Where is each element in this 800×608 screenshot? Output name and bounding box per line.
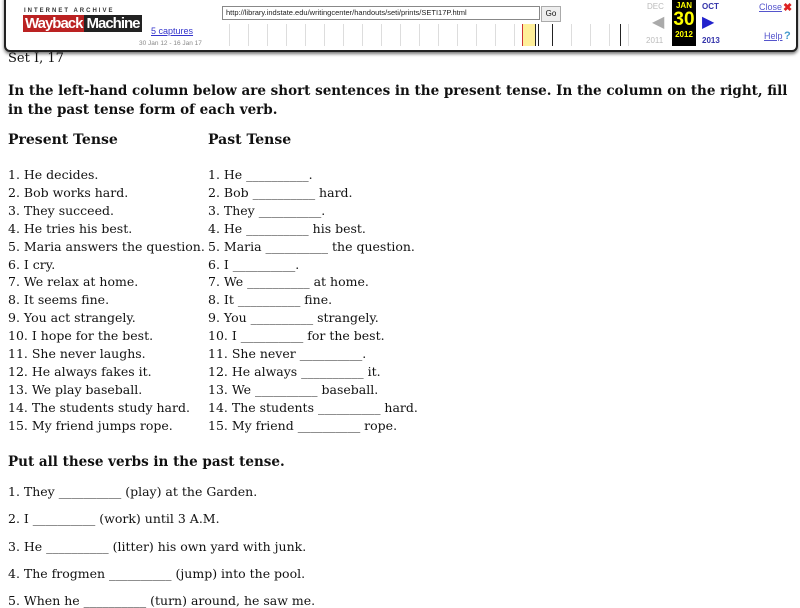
present-item: 14. The students study hard. [8,399,190,415]
present-header: Present Tense [8,132,118,148]
past-item: 7. We __________ at home. [208,274,369,290]
past-item: 8. It __________ fine. [208,292,333,308]
past-item: 11. She never __________. [208,346,367,361]
current-day: 30 [673,9,695,30]
wayback-logo[interactable]: Wayback Machine [25,15,140,32]
past-item: 15. My friend __________ rope. [208,417,398,433]
past-item: 3. They __________. [208,202,326,218]
url-input[interactable]: http://library.indstate.edu/writingcenter/handouts/seti/prints/SETI17P.html [222,6,540,20]
past-item: 1. He __________. [208,167,313,182]
exercise-item: 2. I __________ (work) until 3 A.M. [8,511,220,527]
timeline-mark [538,24,539,46]
timeline-mark [535,24,536,46]
present-item: 11. She never laughs. [8,346,146,361]
present-item: 7. We relax at home. [8,274,139,290]
past-item: 4. He __________ his best. [208,220,366,236]
timeline-highlight [522,24,536,46]
capture-range: 30 Jan 12 - 16 Jan 17 [139,40,202,47]
next-month: OCT [702,2,719,11]
past-item: 6. I __________. [208,256,300,272]
present-item: 13. We play baseball. [8,381,143,397]
past-item: 2. Bob __________ hard. [208,184,353,200]
past-item: 14. The students __________ hard. [208,399,418,415]
past-item: 10. I __________ for the best. [208,328,385,344]
present-item: 9. You act strangely. [8,310,136,326]
past-item: 5. Maria __________ the question. [208,238,415,254]
help-icon[interactable]: ? [784,30,791,42]
present-item: 1. He decides. [8,167,99,182]
present-item: 10. I hope for the best. [8,328,154,344]
past-header: Past Tense [208,132,292,148]
present-item: 2. Bob works hard. [8,184,129,200]
current-date [672,0,696,46]
exercise-item: 4. The frogmen __________ (jump) into the pool. [8,565,306,581]
instructions: In the left-hand column below are short sentences in the present tense. In the column on the right, fill in the past tense form of each verb. [8,83,788,118]
wayback-toolbar [4,0,798,52]
next-arrow-icon[interactable]: ▶ [702,14,715,31]
exercise-item: 5. When he __________ (turn) around, he saw me. [8,593,316,608]
logo-caption: INTERNET ARCHIVE [24,8,115,14]
current-year: 2012 [675,30,693,39]
past-item: 9. You __________ strangely. [208,310,379,326]
present-item: 4. He tries his best. [8,220,133,236]
prev-arrow-icon[interactable]: ◀ [652,14,665,31]
present-item: 15. My friend jumps rope. [8,417,173,433]
set-label: Set I, 17 [8,51,64,66]
exercise-item: 1. They __________ (play) at the Garden. [8,484,258,499]
exercise-item: 3. He __________ (litter) his own yard with junk. [8,538,307,554]
close-link[interactable]: Close [759,2,783,12]
timeline-mark [552,24,553,46]
close-icon[interactable]: ✖ [783,2,793,14]
current-month: JAN [675,1,692,10]
prev-year: 2011 [646,36,664,45]
section2-heading: Put all these verbs in the past tense. [8,454,285,470]
timeline-mark [620,24,621,46]
prev-month: DEC [647,2,664,11]
present-item: 5. Maria answers the question. [8,238,205,254]
past-item: 12. He always __________ it. [208,363,381,379]
go-button[interactable]: Go [541,6,561,22]
next-year: 2013 [702,36,720,45]
present-item: 6. I cry. [8,256,56,272]
present-item: 12. He always fakes it. [8,363,152,379]
help-link[interactable]: Help [764,31,783,41]
present-item: 8. It seems fine. [8,292,110,308]
present-item: 3. They succeed. [8,202,114,218]
captures-link[interactable]: 5 captures [151,26,194,36]
timeline-mark [522,24,523,46]
past-item: 13. We __________ baseball. [208,381,379,397]
page-content [8,51,788,608]
capture-timeline[interactable] [211,24,631,46]
